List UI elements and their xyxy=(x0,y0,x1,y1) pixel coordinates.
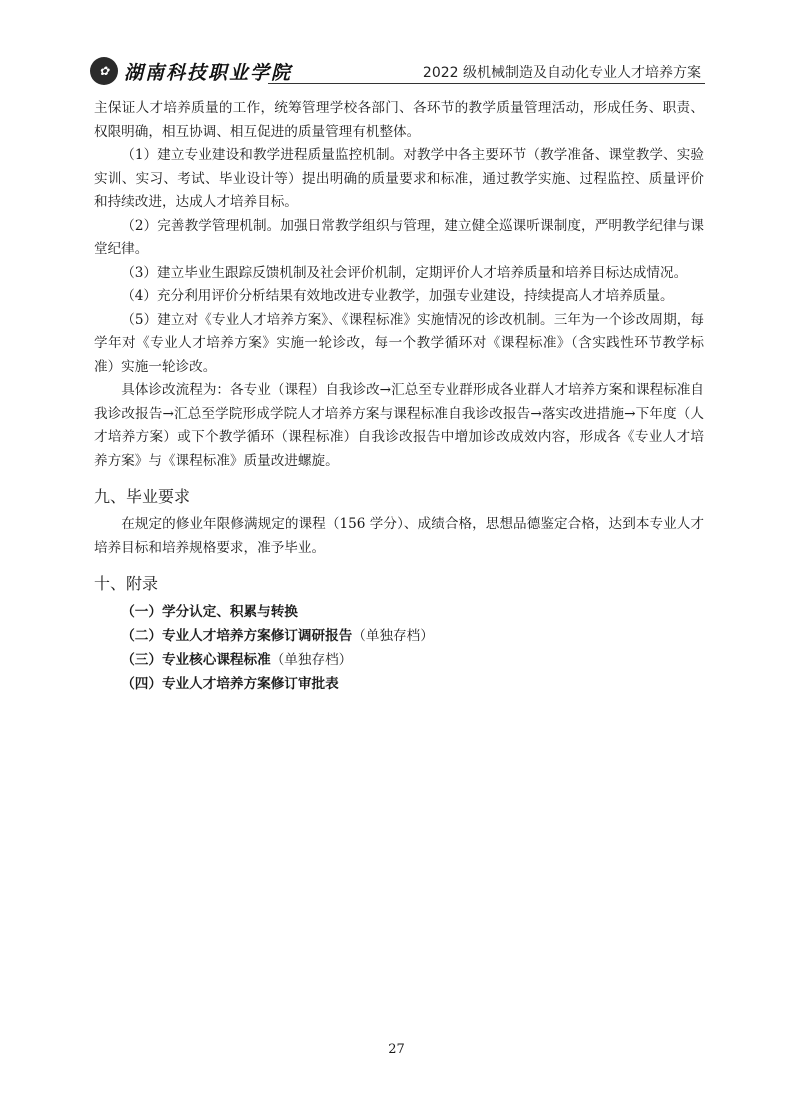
section-heading-graduation: 九、毕业要求 xyxy=(94,487,191,506)
body-paragraph: （3）建立毕业生跟踪反馈机制及社会评价机制，定期评价人才培养质量和培养目标达成情况。 xyxy=(121,264,688,281)
college-logo xyxy=(90,56,292,86)
body-paragraph: （5）建立对《专业人才培养方案》、《课程标准》实施情况的诊改机制。三年为一个诊改周期，每学年对《专业人才培养方案》实施一轮诊改，每一个教学循环对《课程标准》（含实践性环节教学标准）实施一轮诊改。 xyxy=(94,311,704,375)
appendix-item-label: （二）专业人才培养方案修订调研报告 xyxy=(121,628,353,644)
body-paragraph: 主保证人才培养质量的工作，统筹管理学校各部门、各环节的教学质量管理活动，形成任务、职责、权限明确，相互协调、相互促进的质量管理有机整体。 xyxy=(94,100,704,140)
appendix-item-note: （单独存档） xyxy=(352,628,434,644)
appendix-item-label: （三）专业核心课程标准 xyxy=(121,652,271,668)
college-seal-icon: ✿ xyxy=(90,57,118,85)
body-paragraph: （2）完善教学管理机制。加强日常教学组织与管理，建立健全巡课听课制度，严明教学纪律与课堂纪律。 xyxy=(94,217,704,257)
appendix-item-note: （单独存档） xyxy=(270,652,353,668)
appendix-list xyxy=(94,600,704,696)
appendix-item-label: （四）专业人才培养方案修订审批表 xyxy=(121,676,339,692)
section-heading-appendix: 十、附录 xyxy=(94,574,159,593)
body-paragraph: （4）充分利用评价分析结果有效地改进专业教学，加强专业建设，持续提高人才培养质量。 xyxy=(121,288,674,304)
page-content xyxy=(94,97,704,696)
appendix-item xyxy=(121,672,704,696)
page-header xyxy=(90,56,705,86)
appendix-item xyxy=(121,600,704,624)
body-paragraph: （1）建立专业建设和教学进程质量监控机制。对教学中各主要环节（教学准备、课堂教学、实验实训、实习、考试、毕业设计等）提出明确的质量要求和标准，通过教学实施、过程监控、质量评价和持续改进，达成人才培养目标。 xyxy=(94,147,704,210)
page-number: 27 xyxy=(388,1042,405,1057)
appendix-item xyxy=(121,648,704,672)
college-logo-text: 湖南科技职业学院 xyxy=(124,61,293,84)
graduation-requirements-text: 在规定的修业年限修满规定的课程（156 学分）、成绩合格，思想品德鉴定合格，达到本专业人才培养目标和培养规格要求，准予毕业。 xyxy=(94,516,704,556)
appendix-item-label: （一）学分认定、积累与转换 xyxy=(121,604,298,620)
document-title: 2022 级机械制造及自动化专业人才培养方案 xyxy=(422,65,701,81)
body-paragraph: 具体诊改流程为：各专业（课程）自我诊改→汇总至专业群形成各业群人才培养方案和课程标准自我诊改报告→汇总至学院形成学院人才培养方案与课程标准自我诊改报告→落实改进措施→下年度（人才培养方案）或下个教学循环（课程标准）自我诊改报告中增加诊改成效内容，形成各《专业人才培养方案》与《课程标准》质量改进螺旋。 xyxy=(94,382,704,469)
header-divider xyxy=(268,83,705,84)
appendix-item xyxy=(121,624,704,648)
